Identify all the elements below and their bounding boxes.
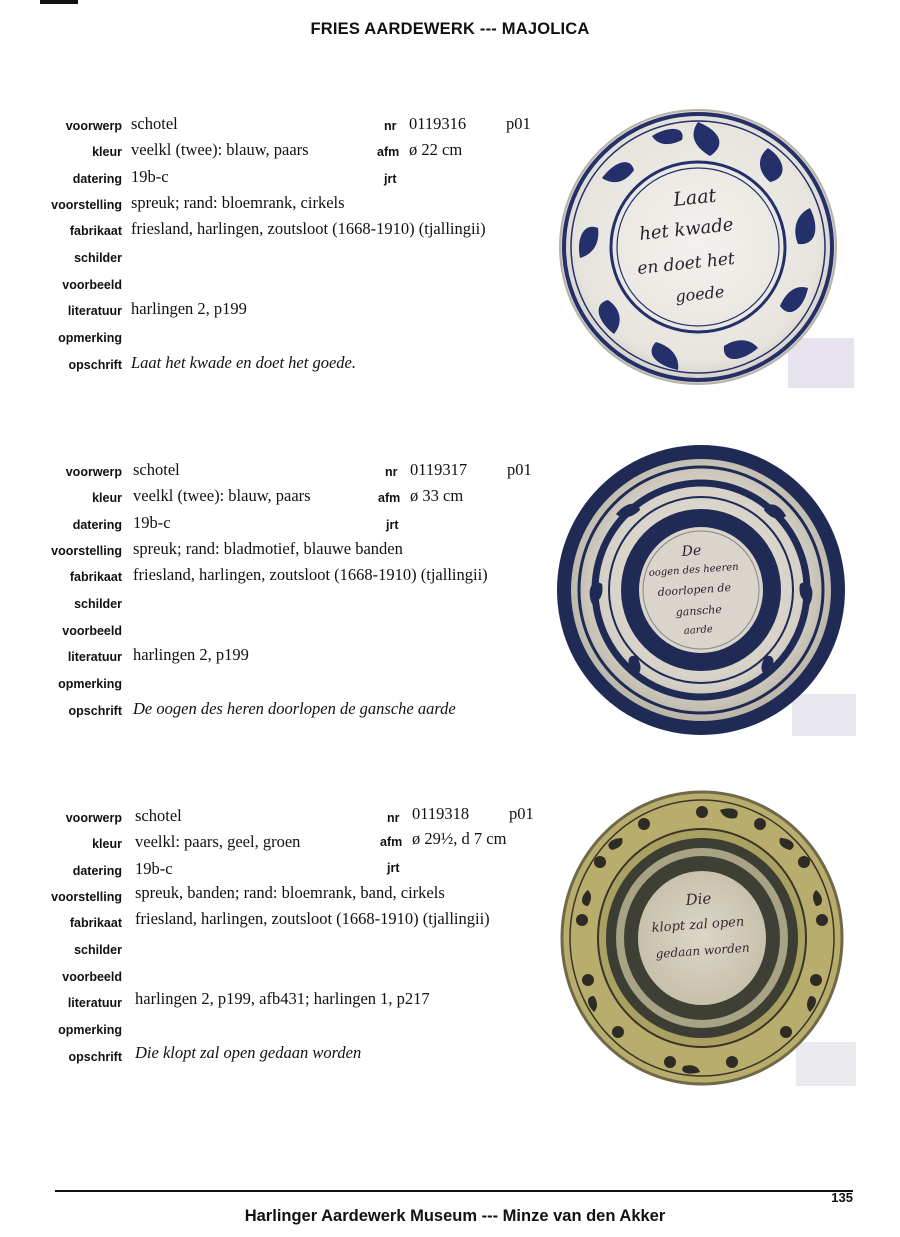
label-literatuur: literatuur <box>67 996 122 1010</box>
value-datering: 19b-c <box>133 513 171 532</box>
value-fabrikaat: friesland, harlingen, zoutsloot (1668-1910) (tjallingii) <box>135 909 490 928</box>
footer-text: Harlinger Aardewerk Museum --- Minze van den Akker <box>244 1207 666 1225</box>
value-kleur: veelkl: paars, geel, groen <box>135 832 301 851</box>
label-opschrift: opschrift <box>68 704 122 718</box>
label-voorwerp: voorwerp <box>65 465 122 479</box>
value-voorstelling: spreuk; rand: bloemrank, cirkels <box>131 193 345 212</box>
label-datering: datering <box>72 172 122 186</box>
plate-inscription-line-1: De <box>681 542 702 560</box>
footer-rule <box>55 1190 853 1192</box>
plate-inscription-line-3: gedaan worden <box>655 940 751 961</box>
label-fabrikaat: fabrikaat <box>69 224 122 238</box>
value-datering: 19b-c <box>131 167 169 186</box>
label-jrt: jrt <box>386 518 399 532</box>
label-voorbeeld: voorbeeld <box>62 278 122 292</box>
value-voorstelling: spreuk, banden; rand: bloemrank, band, cirkels <box>135 883 445 902</box>
value-voorwerp: schotel <box>131 114 178 133</box>
label-datering: datering <box>72 518 122 532</box>
label-afm: afm <box>378 491 401 505</box>
value-afm: ø 33 cm <box>410 486 464 505</box>
label-opmerking: opmerking <box>58 1023 122 1037</box>
plate-inscription-line-2: klopt zal open <box>651 914 745 936</box>
label-fabrikaat: fabrikaat <box>69 916 122 930</box>
value-afm: ø 22 cm <box>409 140 463 159</box>
value-code: p01 <box>509 804 534 823</box>
label-nr: nr <box>384 119 397 133</box>
corner-mark <box>40 0 78 4</box>
plate-inscription-line-1: Die <box>685 889 712 909</box>
page-number: 135 <box>831 1190 853 1205</box>
label-opschrift: opschrift <box>68 358 122 372</box>
value-literatuur: harlingen 2, p199 <box>131 299 247 318</box>
plate-inscription-line-2: het kwade <box>638 214 735 245</box>
label-voorwerp: voorwerp <box>65 119 122 133</box>
plate-inscription-line-4: goede <box>674 281 726 306</box>
value-fabrikaat: friesland, harlingen, zoutsloot (1668-1910) (tjallingii) <box>133 565 488 584</box>
value-nr: 0119316 <box>409 114 467 133</box>
label-voorstelling: voorstelling <box>51 198 122 212</box>
label-schilder: schilder <box>74 597 122 611</box>
label-voorstelling: voorstelling <box>51 890 122 904</box>
plate-inscription-line-1: Laat <box>672 184 718 211</box>
label-voorbeeld: voorbeeld <box>62 624 122 638</box>
plate-photo <box>556 444 856 738</box>
label-opmerking: opmerking <box>58 331 122 345</box>
value-nr: 0119318 <box>412 804 470 823</box>
label-voorstelling: voorstelling <box>51 544 122 558</box>
plate-inscription-line-4: gansche <box>675 602 723 619</box>
plate-inscription-line-3: doorlopen de <box>657 580 732 599</box>
label-jrt: jrt <box>384 172 397 186</box>
value-voorwerp: schotel <box>135 806 182 825</box>
label-opmerking: opmerking <box>58 677 122 691</box>
catalog-record-1 <box>0 108 900 408</box>
label-afm: afm <box>380 835 403 849</box>
value-literatuur: harlingen 2, p199, afb431; harlingen 1, p217 <box>135 989 430 1008</box>
label-voorbeeld: voorbeeld <box>62 970 122 984</box>
plate-inscription-line-2: oogen des heeren <box>648 561 740 579</box>
label-nr: nr <box>387 811 400 825</box>
label-literatuur: literatuur <box>67 650 122 664</box>
value-opschrift: Die klopt zal open gedaan worden <box>135 1043 362 1062</box>
plate-inscription-line-5: aarde <box>683 623 714 637</box>
value-afm: ø 29½, d 7 cm <box>412 829 507 848</box>
label-literatuur: literatuur <box>67 304 122 318</box>
catalog-record-3 <box>0 800 900 1100</box>
value-voorstelling: spreuk; rand: bladmotief, blauwe banden <box>133 539 403 558</box>
label-fabrikaat: fabrikaat <box>69 570 122 584</box>
label-schilder: schilder <box>74 943 122 957</box>
value-opschrift: De oogen des heren doorlopen de gansche aarde <box>133 699 456 718</box>
value-opschrift: Laat het kwade en doet het goede. <box>131 353 356 372</box>
label-afm: afm <box>377 145 400 159</box>
value-voorwerp: schotel <box>133 460 180 479</box>
page-title: FRIES AARDEWERK --- MAJOLICA <box>310 20 590 38</box>
value-nr: 0119317 <box>410 460 468 479</box>
label-schilder: schilder <box>74 251 122 265</box>
label-kleur: kleur <box>92 837 122 851</box>
plate-photo <box>560 790 856 1088</box>
label-opschrift: opschrift <box>68 1050 122 1064</box>
label-datering: datering <box>72 864 122 878</box>
value-kleur: veelkl (twee): blauw, paars <box>131 140 309 159</box>
label-kleur: kleur <box>92 145 122 159</box>
label-nr: nr <box>385 465 398 479</box>
plate-photo <box>558 108 854 390</box>
value-kleur: veelkl (twee): blauw, paars <box>133 486 311 505</box>
catalog-record-2 <box>0 454 900 754</box>
value-code: p01 <box>507 460 532 479</box>
value-datering: 19b-c <box>135 859 173 878</box>
plate-inscription-line-3: en doet het <box>636 248 736 279</box>
value-fabrikaat: friesland, harlingen, zoutsloot (1668-1910) (tjallingii) <box>131 219 486 238</box>
label-voorwerp: voorwerp <box>65 811 122 825</box>
label-jrt: jrt <box>387 861 400 875</box>
label-kleur: kleur <box>92 491 122 505</box>
value-literatuur: harlingen 2, p199 <box>133 645 249 664</box>
value-code: p01 <box>506 114 531 133</box>
